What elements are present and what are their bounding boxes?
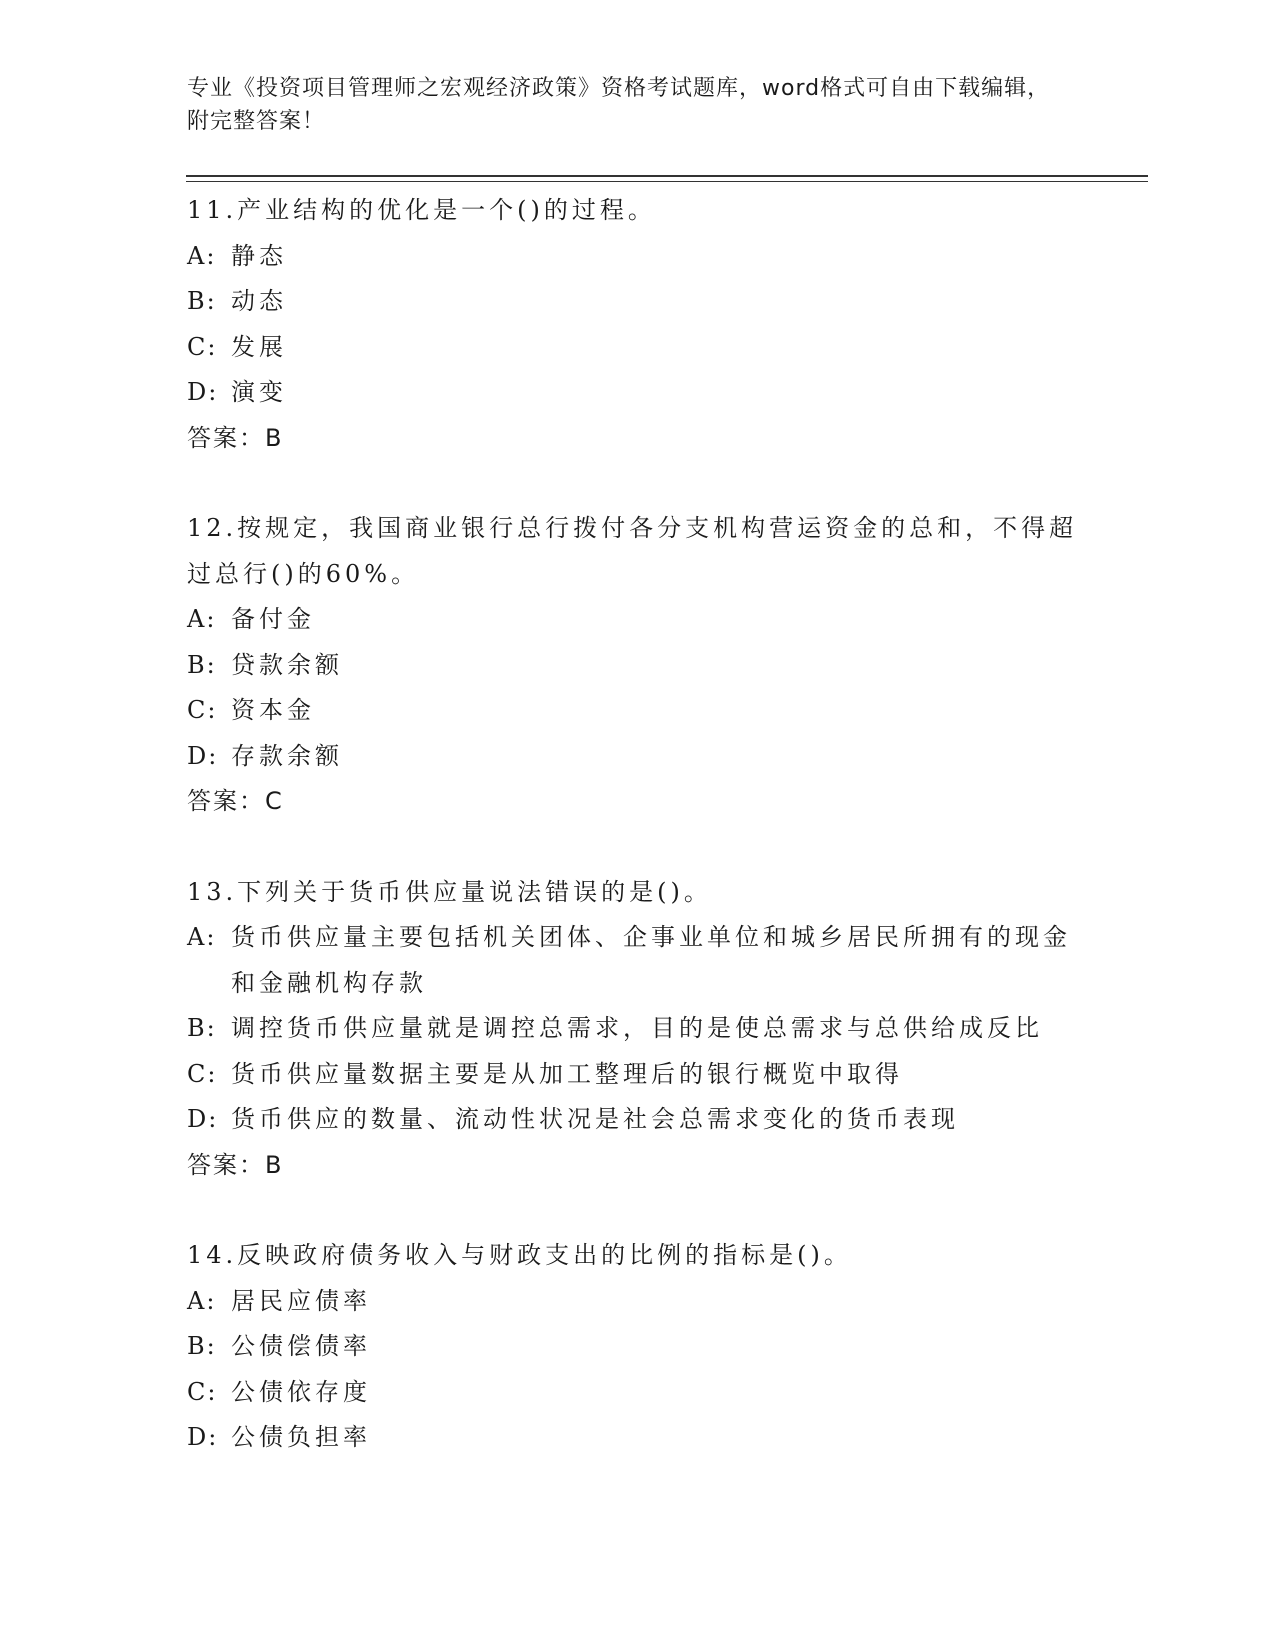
question-stem: 12.按规定，我国商业银行总行拨付各分支机构营运资金的总和，不得超过总行()的60%。: [187, 514, 1078, 588]
option-c: [187, 688, 1087, 734]
option-letter: C:: [187, 1377, 218, 1406]
option-text: 货币供应量数据主要是从加工整理后的银行概览中取得: [231, 1059, 903, 1088]
option-b: [187, 1006, 1087, 1052]
question-stem: 14.反映政府债务收入与财政支出的比例的指标是()。: [187, 1241, 852, 1269]
option-a: [187, 915, 1087, 1006]
option-text: 公债依存度: [231, 1377, 371, 1406]
option-c: [187, 1370, 1087, 1416]
option-text: 演变: [231, 378, 287, 406]
option-b: [187, 1324, 1087, 1370]
option-letter: B:: [187, 287, 217, 315]
option-a: [187, 597, 1087, 643]
option-letter: A:: [187, 605, 217, 633]
option-text: 居民应债率: [231, 1286, 371, 1315]
question-13: [187, 870, 1087, 1189]
option-text: 货币供应的数量、流动性状况是社会总需求变化的货币表现: [231, 1105, 959, 1133]
option-a: [187, 1279, 1087, 1325]
option-letter: C:: [187, 696, 218, 724]
option-letter: C:: [187, 1059, 218, 1088]
question-14: [187, 1233, 1087, 1461]
answer-line: 答案：B: [187, 1150, 284, 1179]
option-letter: C:: [187, 332, 218, 361]
option-text: 备付金: [231, 605, 315, 633]
answer-line: 答案：C: [187, 787, 284, 815]
option-text: 贷款余额: [231, 650, 343, 679]
header-divider-thick: [186, 175, 1148, 177]
option-letter: D:: [187, 378, 219, 406]
option-text: 公债偿债率: [231, 1332, 371, 1360]
option-letter: B:: [187, 1014, 217, 1042]
option-b: [187, 279, 1087, 325]
option-b: [187, 643, 1087, 689]
question-spacer: [187, 825, 1087, 870]
header-divider-thin: [186, 181, 1148, 182]
option-text: 公债负担率: [231, 1423, 371, 1451]
option-text: 调控货币供应量就是调控总需求，目的是使总需求与总供给成反比: [231, 1014, 1043, 1042]
option-c: [187, 1052, 1087, 1098]
question-stem: 11.产业结构的优化是一个()的过程。: [187, 196, 656, 224]
option-letter: A:: [187, 1286, 217, 1315]
option-letter: D:: [187, 741, 219, 770]
question-12: [187, 506, 1087, 825]
option-letter: B:: [187, 1332, 217, 1360]
option-d: [187, 370, 1087, 416]
question-stem: 13.下列关于货币供应量说法错误的是()。: [187, 877, 712, 906]
answer-line: 答案：B: [187, 423, 284, 452]
option-letter: D:: [187, 1423, 219, 1451]
document-header-text: 专业《投资项目管理师之宏观经济政策》资格考试题库，word格式可自由下载编辑，附完整答案！: [187, 76, 1051, 134]
option-text: 存款余额: [231, 741, 343, 770]
option-d: [187, 1415, 1087, 1461]
option-d: [187, 1097, 1087, 1143]
option-text: 静态: [231, 241, 287, 270]
option-d: [187, 734, 1087, 780]
option-text: 动态: [231, 287, 287, 315]
option-letter: D:: [187, 1105, 219, 1133]
question-list: [187, 188, 1087, 1461]
option-letter: B:: [187, 650, 217, 679]
option-letter: A:: [187, 241, 217, 270]
question-spacer: [187, 1188, 1087, 1233]
option-text: 货币供应量主要包括机关团体、企事业单位和城乡居民所拥有的现金和金融机构存款: [231, 923, 1071, 997]
question-spacer: [187, 461, 1087, 506]
question-11: [187, 188, 1087, 461]
option-a: [187, 234, 1087, 280]
option-letter: A:: [187, 923, 217, 951]
option-c: [187, 325, 1087, 371]
option-text: 发展: [231, 332, 287, 361]
option-text: 资本金: [231, 696, 315, 724]
